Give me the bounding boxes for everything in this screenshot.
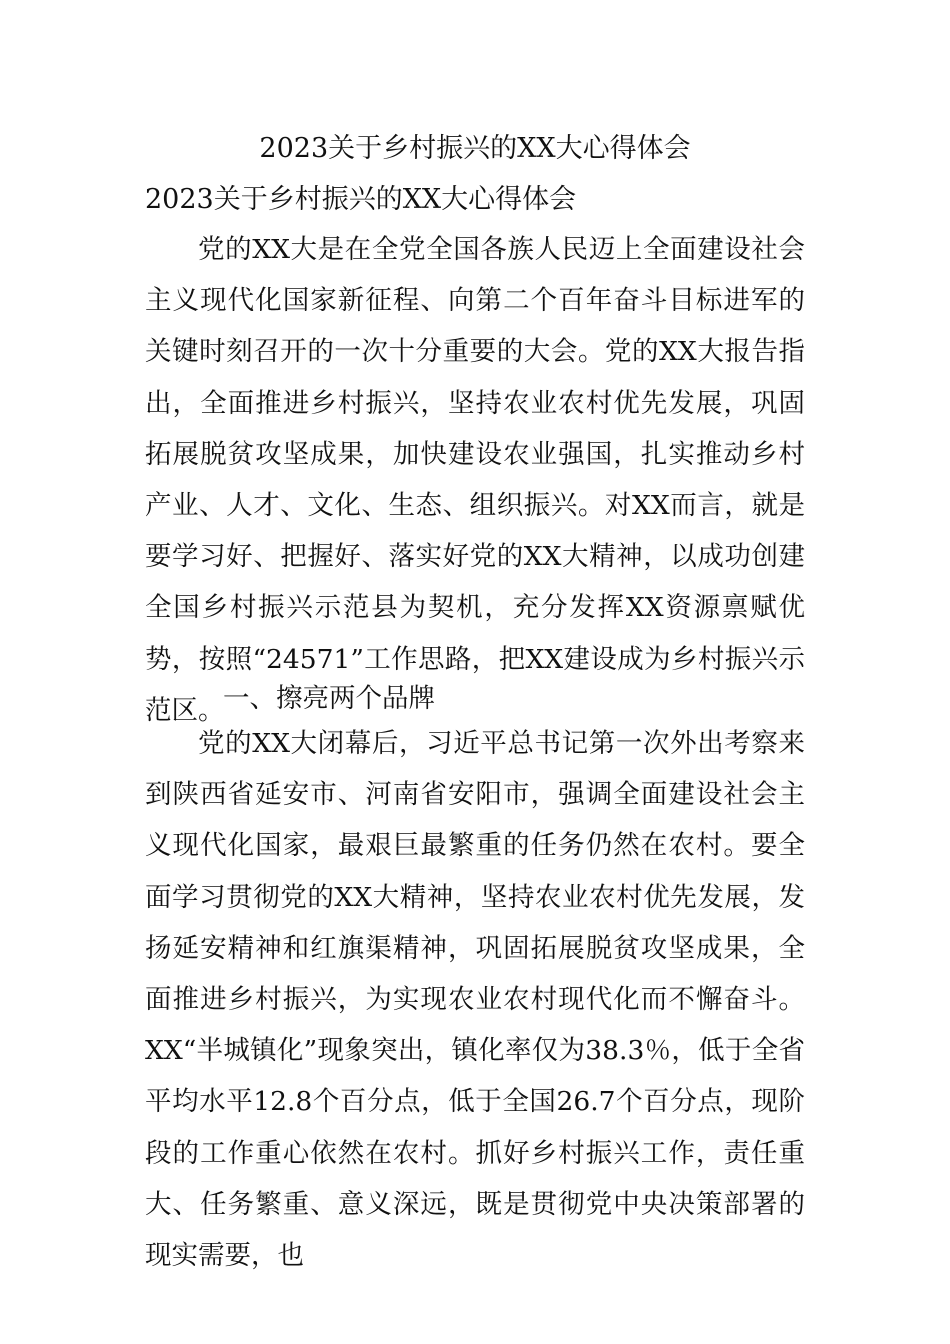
- document-subtitle: 2023关于乡村振兴的XX大心得体会: [145, 184, 577, 215]
- document-title: 2023关于乡村振兴的XX大心得体会: [259, 133, 691, 164]
- body-paragraph-2: 党的XX大闭幕后，习近平总书记第一次外出考察来到陕西省延安市、河南省安阳市，强调全面建设社会主义现代化国家，最艰巨最繁重的任务仍然在农村。要全面学习贯彻党的XX大精神，坚持农业农村优先发展，发扬延安精神和红旗渠精神，巩固拓展脱贫攻坚成果，全面推进乡村振兴，为实现农业农村现代化而不懈奋斗。XX“半城镇化”现象突出，镇化率仅为38.3％，低于全省平均水平12.8个百分点，低于全国26.7个百分点，现阶段的工作重心依然在农村。抓好乡村振兴工作，责任重大、任务繁重、意义深远，既是贯彻党中央决策部署的现实需要，也: [145, 728, 805, 1272]
- section-heading: 一、擦亮两个品牌: [223, 683, 435, 714]
- body-paragraph-1: 党的XX大是在全党全国各族人民迈上全面建设社会主义现代化国家新征程、向第二个百年奋斗目标进军的关键时刻召开的一次十分重要的大会。党的XX大报告指出，全面推进乡村振兴，坚持农业农村优先发展，巩固拓展脱贫攻坚成果，加快建设农业强国，扎实推动乡村产业、人才、文化、生态、组织振兴。对XX而言，就是要学习好、把握好、落实好党的XX大精神，以成功创建全国乡村振兴示范县为契机，充分发挥XX资源禀赋优势，按照“24571”工作思路，把XX建设成为乡村振兴示范区。: [145, 234, 805, 726]
